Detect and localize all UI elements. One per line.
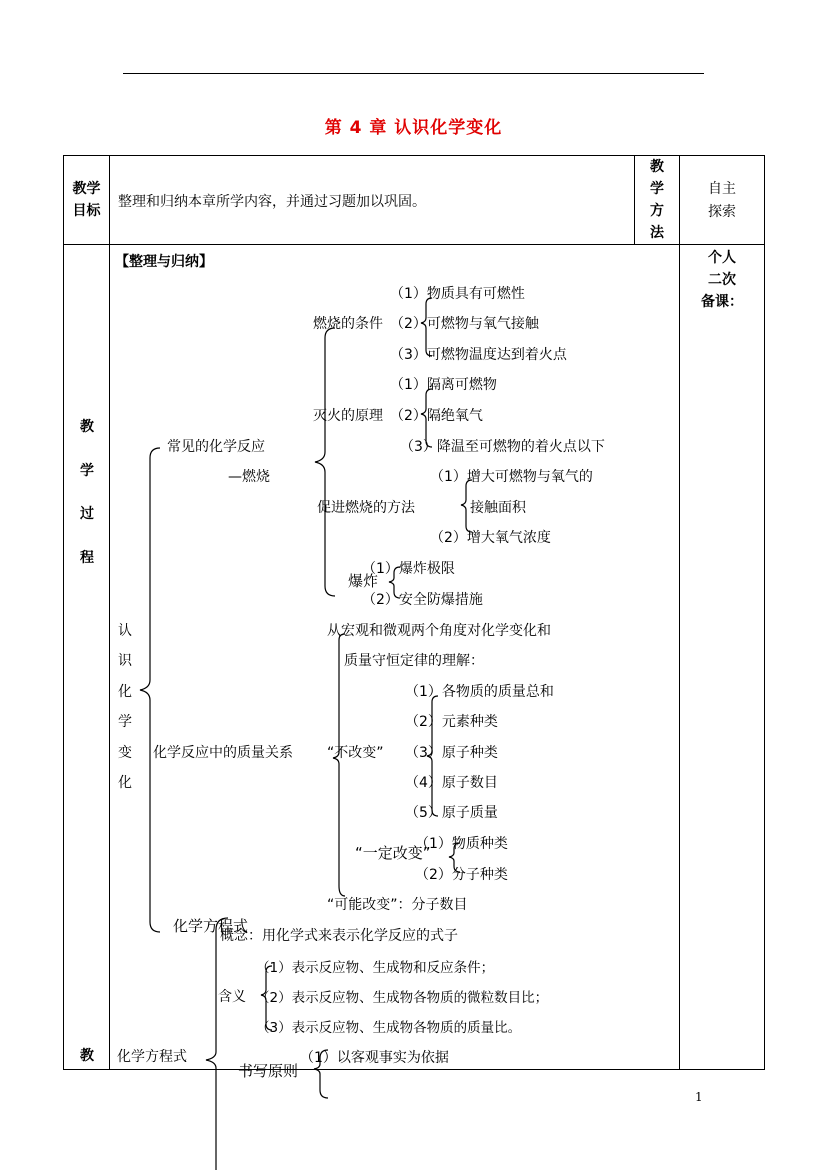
root-char: 变: [118, 745, 132, 761]
mass-intro: 质量守恒定律的理解：: [344, 653, 484, 669]
branch-reactions: 常见的化学反应: [167, 439, 265, 455]
process-label-char: 过: [80, 506, 94, 522]
unchanged-brace: [427, 696, 438, 816]
unchanged-item: （2）元素种类: [405, 714, 498, 730]
extinguish-brace: [421, 389, 432, 447]
method-value-line: 自主: [708, 181, 736, 197]
process-label-char: 程: [80, 550, 94, 566]
meaning-item: （1）表示反应物、生成物和反应条件；: [256, 960, 495, 976]
explosion-item: （1）爆炸极限: [362, 561, 455, 577]
root-char: 识: [118, 653, 132, 669]
writing-item: （1）以客观事实为依据: [300, 1050, 449, 1066]
prep-label-line: 二次: [708, 272, 736, 288]
extinguish-item: （2）隔绝氧气: [390, 408, 483, 424]
changed-brace: [449, 843, 460, 872]
promote-brace: [461, 480, 472, 532]
condition-item: （2）可燃物与氧气接触: [390, 316, 539, 332]
method-label-char: 学: [650, 181, 664, 197]
promote-item: （1）增大可燃物与氧气的: [430, 469, 593, 485]
explosion-item: （2）安全防爆措施: [362, 592, 483, 608]
promote-item: （2）增大氧气浓度: [430, 530, 551, 546]
unchanged-item: （3）原子种类: [405, 745, 498, 761]
branch-reactions-sub: —燃烧: [228, 469, 270, 485]
unchanged-item: （4）原子数目: [405, 775, 498, 791]
meaning-item: （2）表示反应物、生成物各物质的微粒数目比；: [256, 990, 549, 1006]
prep-label-line: 备课：: [701, 294, 743, 310]
mass-brace: [333, 634, 345, 896]
mass-intro: 从宏观和微观两个角度对化学变化和: [327, 623, 551, 639]
writing-brace: [314, 1050, 328, 1098]
explosion-label: 爆炸: [348, 572, 379, 590]
conditions-brace: [421, 298, 432, 356]
condition-item: （1）物质具有可燃性: [390, 286, 525, 302]
meaning-brace: [261, 966, 272, 1030]
branch-mass: 化学反应中的质量关系: [153, 745, 293, 761]
equation-root-label: 化学方程式: [117, 1049, 187, 1065]
promote-label: 促进燃烧的方法: [317, 500, 415, 516]
root-brace: [140, 448, 160, 932]
promote-item: 接触面积: [470, 500, 526, 516]
root-char: 认: [118, 623, 132, 639]
page-title: 第 4 章 认识化学变化: [324, 118, 503, 138]
conditions-label: 燃烧的条件: [313, 316, 383, 332]
explosion-brace: [389, 567, 400, 598]
changed-item: （1）物质种类: [415, 836, 508, 852]
bottom-label-char: 教: [80, 1048, 94, 1064]
condition-item: （3）可燃物温度达到着火点: [390, 347, 567, 363]
goal-label-line: 教学: [72, 181, 101, 197]
branch-equation: 化学方程式: [173, 917, 249, 935]
method-label-char: 教: [650, 159, 664, 175]
goal-label-line: 目标: [72, 203, 101, 219]
writing-label: 书写原则: [238, 1062, 299, 1080]
unchanged-item: （1）各物质的质量总和: [405, 684, 554, 700]
extinguish-label: 灭火的原理: [313, 408, 383, 424]
goal-text: 整理和归纳本章所学内容，并通过习题加以巩固。: [118, 194, 426, 210]
equation-concept: 概念：用化学式来表示化学反应的式子: [220, 928, 458, 944]
changed-label: “一定改变”: [355, 844, 431, 862]
extinguish-item: （3）降温至可燃物的着火点以下: [400, 439, 605, 455]
meaning-label: 含义: [218, 989, 246, 1005]
process-label-char: 学: [80, 463, 94, 479]
root-char: 学: [118, 714, 132, 730]
root-char: 化: [118, 775, 132, 791]
method-label-char: 方: [650, 203, 664, 219]
process-label-char: 教: [80, 419, 94, 435]
extinguish-item: （1）隔离可燃物: [390, 377, 497, 393]
equation-brace: [206, 918, 228, 1170]
prep-label-line: 个人: [708, 250, 736, 266]
unchanged-label: “不改变”: [327, 745, 384, 761]
changed-item: （2）分子种类: [415, 867, 508, 883]
method-label-char: 法: [650, 225, 664, 241]
maybe-changed: “可能改变”：分子数目: [327, 897, 468, 913]
method-value-line: 探索: [708, 204, 736, 220]
root-char: 化: [118, 684, 132, 700]
page-number: 1: [695, 1090, 703, 1104]
unchanged-item: （5）原子质量: [405, 805, 498, 821]
combustion-brace: [315, 328, 335, 596]
meaning-item: （3）表示反应物、生成物各物质的质量比。: [256, 1020, 522, 1036]
section-heading: 【整理与归纳】: [115, 254, 213, 270]
